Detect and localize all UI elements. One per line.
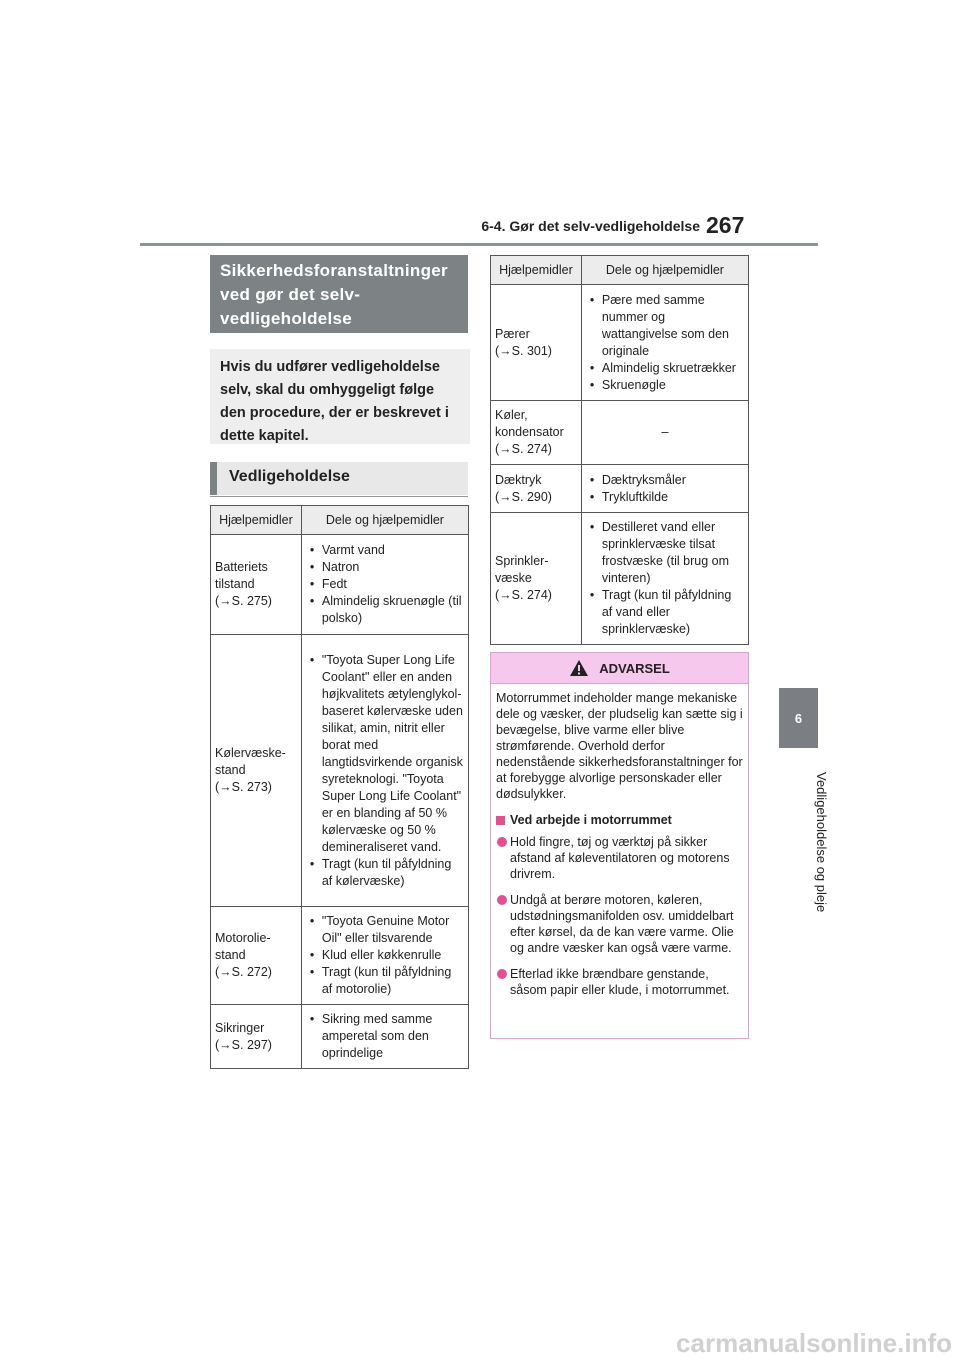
list-item: • "Toyota Super Long Life Coolant" eller en anden højkvalitets ætylenglykol-baseret kølervæske uden silikat, amin, nitrit eller borat med langtidsvirkende organisk syreteknologi. "Toyota Super Long Life Coolant" er en blanding af 50 % kølervæske og 50 % demineraliseret vand. xyxy=(306,652,464,856)
list-item: • Varmt vand xyxy=(306,542,464,559)
warning-item xyxy=(496,966,743,998)
warning-subheading-text: Ved arbejde i motorrummet xyxy=(510,813,672,827)
parts-cell xyxy=(581,401,748,465)
tool-cell-line: (→S. 275) xyxy=(215,594,272,608)
chapter-label: Vedligeholdelse og pleje xyxy=(814,772,829,913)
warning-item xyxy=(496,892,743,956)
tool-cell-line: Dæktryk xyxy=(495,472,542,487)
parts-cell xyxy=(301,1005,468,1069)
circle-bullet-icon xyxy=(497,969,507,979)
warning-header xyxy=(491,653,748,684)
tool-cell xyxy=(491,465,582,513)
parts-cell xyxy=(581,285,748,401)
list-item: • Tragt (kun til påfyldning af vand eller sprinklervæske) xyxy=(586,587,744,638)
parts-list xyxy=(586,292,744,394)
section-title: 6-4. Gør det selv-vedligeholdelse xyxy=(481,218,700,234)
col-header-parts: Dele og hjælpemidler xyxy=(301,506,468,535)
tool-cell xyxy=(211,907,302,1005)
tool-cell xyxy=(491,401,582,465)
tool-cell-line: væske xyxy=(495,571,532,585)
tool-cell-line: Kølervæske- xyxy=(215,746,286,760)
list-item: • Trykluftkilde xyxy=(586,489,744,506)
list-item: • Pære med samme nummer og wattangivelse som den originale xyxy=(586,292,744,360)
tools-table-left xyxy=(210,505,469,1069)
warning-subheading xyxy=(496,812,743,828)
table-row xyxy=(491,285,749,401)
tool-cell-line: Batteriets xyxy=(215,560,268,574)
section-rule xyxy=(210,496,468,497)
tool-cell-line: Køler, xyxy=(495,408,528,422)
col-header-tools: Hjælpemidler xyxy=(211,506,302,535)
list-item: • Klud eller køkkenrulle xyxy=(306,947,464,964)
parts-list xyxy=(306,652,464,890)
tool-cell-line: (→S. 297) xyxy=(215,1037,272,1052)
list-item: • Dæktryksmåler xyxy=(586,472,744,489)
tool-cell xyxy=(211,1005,302,1069)
warning-item-text: Undgå at berøre motoren, køleren, udstødningsmanifolden osv. umiddelbart efter kørsel, da de kan være varme. Olie og andre væsker kan også være varme. xyxy=(510,893,734,955)
tool-cell xyxy=(491,513,582,645)
tool-cell-line: Sikringer xyxy=(215,1020,265,1035)
tool-cell-line: (→S. 290) xyxy=(495,489,552,504)
header-rule xyxy=(140,243,818,246)
watermark: carmanualsonline.info xyxy=(676,1328,952,1358)
tool-cell-line: (→S. 301) xyxy=(495,343,552,358)
parts-cell xyxy=(581,513,748,645)
table-row xyxy=(211,535,469,635)
tool-cell-line: Motorolie- xyxy=(215,931,271,945)
warning-item xyxy=(496,834,743,882)
warning-item-text: Efterlad ikke brændbare genstande, såsom papir eller klude, i motorrummet. xyxy=(510,967,730,997)
parts-cell xyxy=(581,465,748,513)
table-row xyxy=(211,635,469,907)
tool-cell-line: Sprinkler- xyxy=(495,554,549,568)
chapter-tab: 6 xyxy=(779,688,818,748)
table-row xyxy=(491,401,749,465)
parts-cell xyxy=(301,635,468,907)
parts-list xyxy=(306,1011,464,1062)
tool-cell-line: tilstand xyxy=(215,577,255,591)
tool-cell-line: (→S. 274) xyxy=(495,588,552,602)
warning-box xyxy=(490,652,749,1039)
banner-title: Sikkerhedsforanstaltninger ved gør det selv-vedligeholdelse xyxy=(210,255,468,333)
list-item: • Almindelig skruetrækker xyxy=(586,360,744,377)
table-row xyxy=(211,1005,469,1069)
parts-list xyxy=(306,542,464,627)
tool-cell xyxy=(211,535,302,635)
warning-triangle-icon xyxy=(569,659,589,677)
tool-cell-line: stand xyxy=(215,763,246,777)
list-item: • Natron xyxy=(306,559,464,576)
warning-item-text: Hold fingre, tøj og værktøj på sikker afstand af køleventilatoren og motorens drivrem. xyxy=(510,835,730,881)
table-row xyxy=(491,465,749,513)
parts-list xyxy=(306,913,464,998)
list-item: • Tragt (kun til påfyldning af motorolie) xyxy=(306,964,464,998)
list-item: • Destilleret vand eller sprinklervæske tilsat frostvæske (til brug om vinteren) xyxy=(586,519,744,587)
tool-cell-line: Pærer xyxy=(495,326,530,341)
section-heading: Vedligeholdelse xyxy=(210,462,468,495)
list-item: • "Toyota Genuine Motor Oil" eller tilsvarende xyxy=(306,913,464,947)
parts-list xyxy=(586,519,744,638)
tools-table-right xyxy=(490,255,749,645)
list-item: • Skruenøgle xyxy=(586,377,744,394)
dash-value: – xyxy=(661,425,669,439)
page-number: 267 xyxy=(706,212,745,238)
tool-cell-line: (→S. 273) xyxy=(215,780,272,794)
list-item: • Almindelig skruenøgle (til polsko) xyxy=(306,593,464,627)
col-header-tools: Hjælpemidler xyxy=(491,256,582,285)
col-header-parts: Dele og hjælpemidler xyxy=(581,256,748,285)
tool-cell xyxy=(491,285,582,401)
table-row xyxy=(211,907,469,1005)
list-item: • Sikring med samme amperetal som den oprindelige xyxy=(306,1011,464,1062)
circle-bullet-icon xyxy=(497,837,507,847)
parts-cell xyxy=(301,907,468,1005)
tool-cell-line: (→S. 272) xyxy=(215,965,272,979)
tool-cell xyxy=(211,635,302,907)
intro-text: Hvis du udfører vedligeholdelse selv, skal du omhyggeligt følge den procedure, der er beskrevet i dette kapitel. xyxy=(210,349,470,444)
list-item: • Tragt (kun til påfyldning af kølervæske) xyxy=(306,856,464,890)
circle-bullet-icon xyxy=(497,895,507,905)
tool-cell-line: (→S. 274) xyxy=(495,442,552,456)
warning-intro: Motorrummet indeholder mange mekaniske dele og væsker, der pludselig kan sætte sig i bevægelse, blive varme eller blive strømførende. Overhold derfor nedenstående sikkerhedsforanstaltninger for at forebygge alvorlige personskader eller dødsulykker. xyxy=(496,691,743,801)
tool-cell-line: stand xyxy=(215,948,246,962)
square-bullet-icon xyxy=(496,816,505,825)
parts-cell xyxy=(301,535,468,635)
parts-list xyxy=(586,472,744,506)
warning-title: ADVARSEL xyxy=(599,660,670,676)
warning-body xyxy=(491,684,748,998)
list-item: • Fedt xyxy=(306,576,464,593)
tool-cell-line: kondensator xyxy=(495,425,564,439)
table-row xyxy=(491,513,749,645)
